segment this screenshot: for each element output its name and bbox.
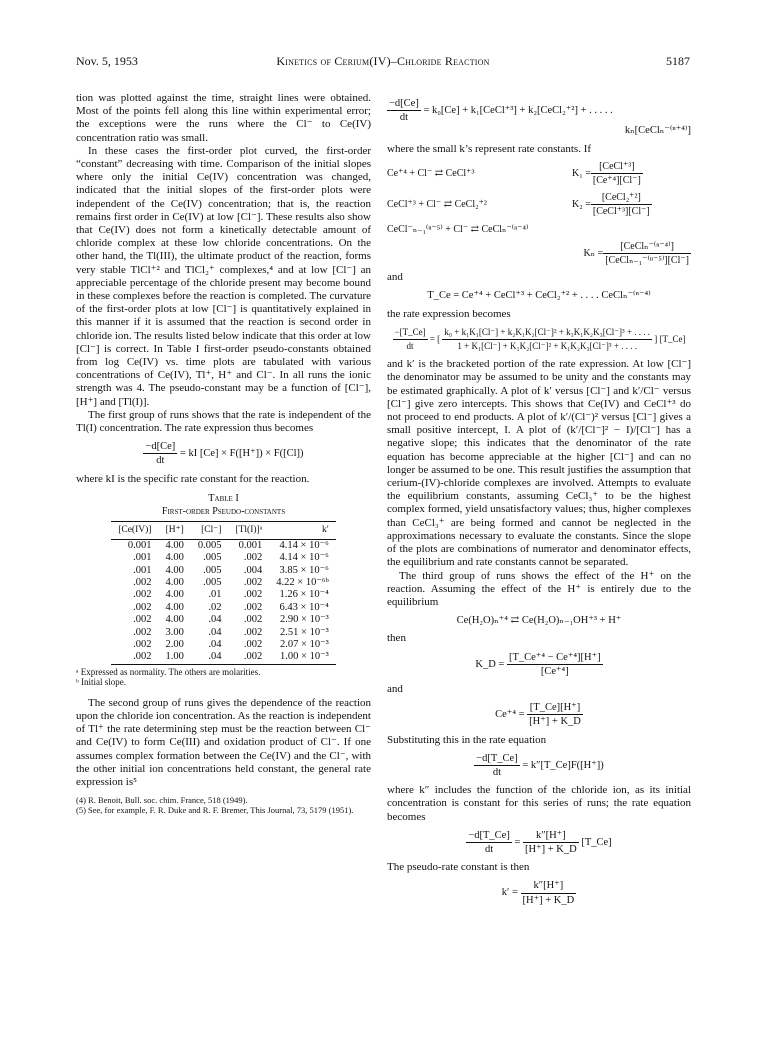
table-cell: 4.00 xyxy=(165,552,184,564)
left-paragraph-2: In these cases the first-order plot curved, the first-order “constant” decreasing with time. Comparison of the initial slopes where only the initial Ce(IV) concentration was changed, indicated that the initial slopes of the first-order plots were independent of the Ce(IV) concentration; that is, the reaction remains first order in Ce(IV) at low [Cl⁻]. These results also show that Ce(IV) does not form a kinetically detectable amount of chloride complex at these low chloride concentrations. On the other hand, the Tl(III), the ultimate product of the reaction, forms very stable TlCl⁺² and TlCl₂⁺ complexes,⁴ and at low [Cl⁻] an appreciable percentage of the chloride present may become bound in these complexes before the reaction is completed. The curvature of the first-order plots at low [Cl⁻] is quantitatively explained in this manner if it is assumed that the reaction is second order in chloride ion. The results listed below indicate that this order at low [Cl⁻] is correct. In Table I first-order pseudo-constants obtained from log Ce(IV) vs. time plots are tabulated with various concentrations of Ce(IV), Tl⁺, H⁺ and Cl⁻. In all runs the ionic strength was 4. The pseudo-constant may be a function of [Cl⁻], [H⁺] and [Tl(I)]. xyxy=(76,144,371,408)
eq-a-num: [CeCl⁺³] xyxy=(591,160,643,174)
big-rhs-den: 1 + K₁[Cl⁻] + K₁K₂[Cl⁻]² + K₁K₂K₃[Cl⁻]³ + . . . . xyxy=(457,341,637,352)
rate-numerator: −d[Ce] xyxy=(387,97,421,111)
table-cell: 4.00 xyxy=(165,539,184,551)
table-row xyxy=(111,552,336,564)
table-cell: .002 xyxy=(243,626,263,638)
table-row xyxy=(111,589,336,601)
header-title: Kinetics of Cerium(IV)–Chloride Reaction xyxy=(276,54,490,68)
big-lhs-num: −[T_Ce] xyxy=(393,326,428,340)
table-row xyxy=(111,614,336,626)
header-date: Nov. 5, 1953 xyxy=(76,54,138,68)
table-header-cell: [Cl⁻] xyxy=(191,522,229,539)
kd-fraction xyxy=(507,651,603,678)
rate-equation-1 xyxy=(76,440,371,467)
big-rhs-fraction xyxy=(442,326,652,353)
table-cell: .002 xyxy=(243,576,263,588)
table-cell: .002 xyxy=(243,601,263,613)
right-becomes-text: the rate expression becomes xyxy=(387,307,511,320)
table-row xyxy=(111,639,336,651)
fin-lhs-fraction xyxy=(466,829,512,856)
ce-fraction xyxy=(527,701,583,728)
kd-lhs: K_D = xyxy=(475,658,505,670)
tce-equation: T_Ce = Ce⁺⁴ + CeCl⁺³ + CeCl₂⁺² + . . . . CeClₙ⁻⁽ⁿ⁻⁴⁾ xyxy=(427,290,651,302)
table-footnote-a: ᵃ Expressed as normality. The others are molarities. xyxy=(76,666,261,677)
table-cell: .04 xyxy=(191,651,229,664)
eq-b-k: K₂ = xyxy=(572,199,591,211)
eq-a-reaction: Ce⁺⁴ + Cl⁻ ⇄ CeCl⁺³ xyxy=(387,167,475,179)
eq-b-den: [CeCl⁺³][Cl⁻] xyxy=(592,206,650,218)
table-cell: .002 xyxy=(111,651,158,664)
references xyxy=(76,795,371,815)
table-cell: 4.22 × 10⁻⁶ᵇ xyxy=(276,576,329,588)
substituted-equation xyxy=(387,752,691,779)
eq-a-k: K₁ = xyxy=(572,167,591,179)
fin-num: −d[T_Ce] xyxy=(466,829,512,843)
and-1: and xyxy=(387,271,403,284)
fin-tail: [T_Ce] xyxy=(581,836,612,848)
table-row xyxy=(111,565,336,577)
header-page-number: 5187 xyxy=(666,54,690,68)
sub-fraction xyxy=(474,752,520,779)
sub-rhs: = k″[T_Ce]F([H⁺]) xyxy=(522,759,604,771)
table-cell: .002 xyxy=(133,638,152,650)
equilibrium-n xyxy=(387,223,691,236)
table-cell: 4.14 × 10⁻⁶ xyxy=(279,539,329,551)
general-rate-equation xyxy=(387,97,691,138)
table-subtitle: First-order Pseudo-constants xyxy=(161,506,286,518)
table-cell: 4.00 xyxy=(165,564,184,576)
k-lhs: k′ = xyxy=(501,887,518,899)
table-cell: 4.00 xyxy=(165,614,184,626)
rate-fraction xyxy=(387,97,421,124)
fin-rhs-num: k″[H⁺] xyxy=(523,829,579,843)
fin-rhs-den: [H⁺] + K_D xyxy=(525,843,577,855)
right-paragraph-3: where k″ includes the function of the chloride ion, as its initial concentration is constant for this series of runs; the rate equation becomes xyxy=(387,784,691,823)
table-header-cell: k′ xyxy=(269,522,336,539)
k-fraction xyxy=(521,879,577,906)
fin-den: dt xyxy=(484,843,494,855)
table-cell: .002 xyxy=(133,576,152,588)
table-cell: .005 xyxy=(203,576,222,588)
table-cell: .002 xyxy=(133,614,152,626)
table-cell: 4.00 xyxy=(165,589,184,601)
kd-num: [T_Ce⁺⁴ − Ce⁺⁴][H⁺] xyxy=(507,651,603,665)
left-paragraph-5: The second group of runs gives the dependence of the reaction upon the chloride ion concentration. As the reaction is independent of Tl⁺ the rate determining step must be the reaction between Cl⁻ and Ce(IV) to form Ce(III) and oxidation product of Cl⁻. If one assumes complex formation between the Ce(IV) and the Cl⁻, with the other initial ion concentrations held constant, the general rate expression is⁵ xyxy=(76,696,371,788)
eq-a-fraction xyxy=(591,160,643,187)
pseudo-constants-table xyxy=(111,521,336,664)
table-cell: 1.00 xyxy=(158,651,190,664)
eq1-denominator: dt xyxy=(156,455,165,467)
kd-den: [Ce⁺⁴] xyxy=(540,665,569,677)
right-paragraph-1: and k′ is the bracketed portion of the rate expression. At low [Cl⁻] the denominator may be assumed to be unity and the constants may be estimated graphically. A plot of k′ versus [Cl⁻] and k′/Cl⁻ versus [Cl⁻] give zero intercepts. This shows that Ce(IV) and CeCl⁺³ do not proceed to end products. A plot of k′/(Cl⁻)² versus [Cl⁻] gives a small positive intercept, I. A plot of (k′/[Cl⁻]² − I)/[Cl⁻] has a negative slope; this indicates that the denominator of the rate equation has become appreciable at the higher [Cl⁻] and can no longer be assumed to be one. This result justifies the assumption that cerium-(IV)-chloride complexes are involved. Attempts to evaluate the equilibrium constants, assuming CeCl₃⁺ to be the highest complex formed, yield unsatisfactory values; thus, higher complexes than CeCl₃⁺ are being formed and cannot be neglected in the approximations necessary to evaluate the constants. Since the slope of the plots are combinations of numerator and denominator effects, the equilibrium and rate constants cannot be separated. xyxy=(387,358,691,569)
equilibrium-2 xyxy=(387,191,691,218)
table-cell: 3.00 xyxy=(165,626,184,638)
left-column xyxy=(76,92,371,815)
table-header-cell: [Ce(IV)] xyxy=(111,522,158,539)
eq-c-k: Kₙ = xyxy=(583,247,604,259)
eq1-numerator: −d[Ce] xyxy=(143,440,177,454)
pseudo-rate-constant-equation xyxy=(387,879,691,906)
table-cell: 4.00 xyxy=(165,576,184,588)
table-cell: 4.14 × 10⁻⁶ xyxy=(279,552,329,564)
right-paragraph-4: The pseudo-rate constant is then xyxy=(387,861,530,874)
table-cell: .005 xyxy=(203,564,222,576)
table-row xyxy=(111,539,336,552)
final-rate-equation xyxy=(387,829,691,856)
table-cell: .04 xyxy=(208,638,222,650)
right-paragraph-2: The third group of runs shows the effect of the H⁺ on the reaction. Assuming the effect of the H⁺ is entirely due to the equilibrium xyxy=(387,569,691,608)
big-rate-equation: $\frac{-[T\_Ce]}{dt}$ = [ $\frac{\text{k₀ + k₁K₁[Cl⁻] + k₂K₁K₂[Cl⁻]² + k₃K₁K₂K₃[Cl⁻]³ + . . . .}}{\text{1 + K₁[Cl⁻] + K₁K₂[Cl⁻]² + K₁K₂K₃[Cl⁻]³ + . . . .}}$ ] [T_Ce] xyxy=(387,326,691,353)
eq1-fraction xyxy=(143,440,177,467)
running-header xyxy=(76,54,690,70)
table-cell: .04 xyxy=(208,626,222,638)
table-cell: 0.005 xyxy=(197,539,222,551)
eq-a-den: [Ce⁺⁴][Cl⁻] xyxy=(592,175,641,187)
eq-c-reaction: CeCl⁻ₙ₋₁⁽ⁿ⁻⁵⁾ + Cl⁻ ⇄ CeClₙ⁻⁽ⁿ⁻⁴⁾ xyxy=(387,223,529,235)
sub-den: dt xyxy=(492,766,502,778)
then-text: then xyxy=(387,632,406,645)
rate-rhs-continued: kₙ[CeClₙ⁻⁽ⁿ⁺⁴⁾] xyxy=(624,125,691,137)
table-cell: .001 xyxy=(133,552,152,564)
table-row xyxy=(111,602,336,614)
eq-c-den: [CeClₙ₋₁⁻⁽ⁿ⁻⁵⁾][Cl⁻] xyxy=(605,255,689,267)
table-cell: .002 xyxy=(133,589,152,601)
table-cell: .002 xyxy=(133,601,152,613)
table-cell: 1.00 × 10⁻³ xyxy=(269,651,336,664)
ce-equation xyxy=(387,701,691,728)
eq1-rhs: = kI [Ce] × F([H⁺]) × F([Cl]) xyxy=(179,448,304,460)
hydrolysis-equilibrium: Ce(H₂O)ₙ⁺⁴ ⇄ Ce(H₂O)ₙ₋₁OH⁺³ + H⁺ xyxy=(456,615,622,627)
table-cell: 2.00 xyxy=(165,638,184,650)
table-cell: 1.26 × 10⁻⁴ xyxy=(279,589,329,601)
eq-c-fraction xyxy=(603,240,691,267)
table-cell: .002 xyxy=(133,626,152,638)
eq-c-num: [CeClₙ⁻⁽ⁿ⁻⁴⁾] xyxy=(603,240,691,254)
substituting-text: Substituting this in the rate equation xyxy=(387,733,547,746)
table-cell: 0.001 xyxy=(238,539,263,551)
table-cell: .01 xyxy=(208,589,222,601)
k-num: k″[H⁺] xyxy=(521,879,577,893)
table-cell: .002 xyxy=(243,552,263,564)
sub-num: −d[T_Ce] xyxy=(474,752,520,766)
table-cell: 2.07 × 10⁻³ xyxy=(280,638,329,650)
table-cell: .002 xyxy=(243,638,263,650)
eq-b-reaction: CeCl⁺³ + Cl⁻ ⇄ CeCl₂⁺² xyxy=(387,199,487,211)
fin-equals: = xyxy=(514,836,521,848)
table-title: Table I xyxy=(208,492,239,504)
table-header-cell: [H⁺] xyxy=(158,522,190,539)
table-cell: 6.43 × 10⁻⁴ xyxy=(279,601,329,613)
table-row xyxy=(111,651,336,664)
big-lhs-fraction xyxy=(393,326,428,353)
table-row xyxy=(111,627,336,639)
table-footnote-b: ᵇ Initial slope. xyxy=(76,677,127,688)
rate-denominator: dt xyxy=(399,112,408,124)
table-cell: 2.51 × 10⁻³ xyxy=(280,626,329,638)
table-cell: .005 xyxy=(203,552,222,564)
reference-5: (5) See, for example, F. R. Duke and R. F. Bremer, This Journal, 73, 5179 (1951). xyxy=(76,805,354,816)
table-header-cell: [Tl(I)]ᵃ xyxy=(228,522,269,539)
equilibrium-n-constant xyxy=(387,240,691,267)
big-tail: [T_Ce] xyxy=(659,333,686,344)
big-rhs-num: k₀ + k₁K₁[Cl⁻] + k₂K₁K₂[Cl⁻]² + k₃K₁K₂K₃[Cl⁻]³ + . . . . xyxy=(442,326,652,340)
right-column xyxy=(387,92,691,912)
fin-rhs-fraction xyxy=(523,829,579,856)
table-cell: 4.00 xyxy=(165,601,184,613)
table-cell: .002 xyxy=(243,614,263,626)
and-2: and xyxy=(387,682,403,695)
table-cell: .002 xyxy=(228,651,269,664)
left-paragraph-1: tion was plotted against the time, straight lines were obtained. Most of the points fell along this line within experimental error; the exceptions were the runs where the Cl⁻ to Ce(IV) concentration ratio was small. xyxy=(76,92,371,144)
table-cell: .02 xyxy=(208,601,222,613)
k-den: [H⁺] + K_D xyxy=(522,894,575,906)
table-cell: .001 xyxy=(133,564,152,576)
table-row xyxy=(111,577,336,589)
ce-lhs: Ce⁺⁴ = xyxy=(495,709,525,721)
table-cell: .004 xyxy=(243,564,263,576)
rate-rhs: = k₀[Ce] + k₁[CeCl⁺³] + k₂[CeCl₂⁺²] + . . . . . xyxy=(423,105,613,117)
right-where-text: where the small k’s represent rate constants. If xyxy=(387,142,592,155)
ce-den: [H⁺] + K_D xyxy=(529,716,581,728)
big-lhs-den: dt xyxy=(406,341,414,352)
kd-equation xyxy=(387,651,691,678)
ce-num: [T_Ce][H⁺] xyxy=(527,701,583,715)
equilibrium-1 xyxy=(387,160,691,187)
eq-b-fraction xyxy=(591,191,652,218)
table-cell: 0.001 xyxy=(127,539,152,551)
eq-b-num: [CeCl₂⁺²] xyxy=(591,191,652,205)
reference-4: (4) R. Benoit, Bull. soc. chim. France, 518 (1949). xyxy=(76,795,248,806)
table-cell: .04 xyxy=(208,614,222,626)
table-cell: 2.90 × 10⁻³ xyxy=(280,614,329,626)
table-cell: .002 xyxy=(243,589,263,601)
left-paragraph-3: The first group of runs shows that the rate is independent of the Tl(I) concentration. The rate expression thus becomes xyxy=(76,408,371,435)
left-paragraph-4: where kI is the specific rate constant for the reaction. xyxy=(76,472,310,485)
table-cell: 3.85 × 10⁻⁶ xyxy=(279,564,329,576)
